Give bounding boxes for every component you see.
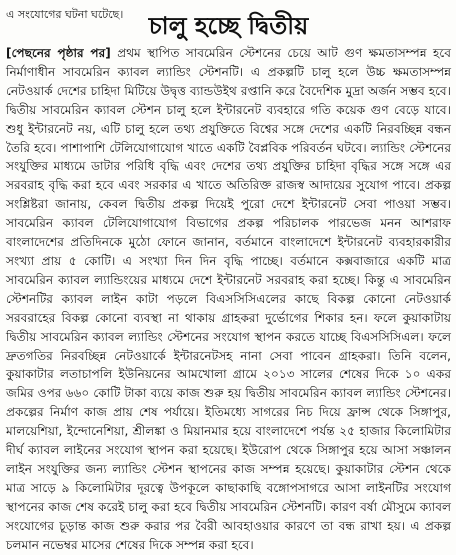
continuation-marker: [পেছনের পৃষ্ঠার পর] xyxy=(6,46,111,60)
article-body-text: প্রথম স্থাপিত সাবমেরিন স্টেশনের চেয়ে আট গুণ ক্ষমতাসম্পন্ন হবে নির্মাণাধীন সাবমেরিন ক্যাবল ল্যান্ডিং স্টেশনটি। এ প্রকল্পটি চালু হলে উচ্চ ক্ষমতাসম্পন্ন নেটওয়ার্ক দেশের চাহিদা মিটিয়ে উদ্বৃত্ত ব্যান্ডউইথ রপ্তানি করে বৈদেশিক মুদ্রা অর্জন সম্ভব হবে। দ্বিতীয় সাবমেরিন ক্যাবল স্টেশন চালু হলে ইন্টারনেট ব্যবহারে গতি কয়েক গুণ বেড়ে যাবে। শুধু ইন্টারনেট নয়, এটি চালু হলে তথ্য প্রযুক্তিতে বিশ্বের সঙ্গে দেশের একটি নিরবচ্ছিন্ন বন্ধন তৈরি হবে। পাশাপাশি টেলিযোগাযোগ খাতে একটি বৈপ্লবিক পরিবর্তন ঘটবে। ল্যান্ডিং স্টেশনের সংযুক্তির মাধ্যমে ডাটার পরিধি বৃদ্ধি এবং দেশের তথ্য প্রযুক্তির চাহিদা বৃদ্ধির সঙ্গে সঙ্গে এর সরবরাহ বৃদ্ধি করা হবে এবং সরকার এ খাতে অতিরিক্ত রাজস্ব আদায়ের সুযোগ পাবে। প্রকল্প সংশ্লিষ্টরা জানায়, কেবল দ্বিতীয় প্রকল্প দিয়েই পুরো দেশে ইন্টারনেট সেবা পাওয়া সম্ভব। সাবমেরিন ক্যাবল টেলিযোগাযোগ বিভাগের প্রকল্প পরিচালক পারভেজ মনন আশরাফ বাংলাদেশের প্রতিদিনকে মুঠো ফোনে জানান, বর্তমানে বাংলাদেশে ইন্টারনেট ব্যবহারকারীর সংখ্যা প্রায় ৫ কোটি। এ সংখ্যা দিন দিন বৃদ্ধি পাচ্ছে। বর্তমানে কক্সবাজারে একটি মাত্র সাবমেরিন ক্যাবল ল্যান্ডিংয়ের মাধ্যমে দেশে ইন্টারনেট সরবরাহ করা হচ্ছে। কিন্তু এ সাবমেরিন স্টেশনটির ক্যাবল লাইন কাটা পড়লে বিএসসিসিএলের কাছে বিকল্প কোনো নেটওয়ার্ক সরবরাহের বিকল্প কোনো ব্যবস্থা না থাকায় গ্রাহকরা দুর্ভোগের শিকার হন। ফলে কুয়াকাটায় দ্বিতীয় সাবমেরিন ক্যাবল ল্যান্ডিং স্টেশনের সংযোগ স্থাপন করতে যাচ্ছে বিএসসিসিএল। ফলে দ্রুতগতির নিরবচ্ছিন্ন নেটওয়ার্কে ইন্টারনেটসহ নানা সেবা পাবেন গ্রাহকরা। তিনি বলেন, কুয়াকাটার লতাচাপলি ইউনিয়নের আমখোলা গ্রামে ২০১৩ সালের শেষের দিকে ১০ একর জমির ওপর ৬৬০ কোটি টাকা ব্যয়ে কাজ শুরু হয় দ্বিতীয় সাবমেরিন ক্যাবল ল্যান্ডিং স্টেশনের। প্রকল্পের নির্মাণ কাজ প্রায় শেষ পর্যায়ে। ইতিমধ্যে সাগরের নিচ দিয়ে ফ্রান্স থেকে সিঙ্গাপুর, মালয়েশিয়া, ইন্দোনেশিয়া, শ্রীলঙ্কা ও মিয়ানমার হয়ে বাংলাদেশে পর্যন্ত ২৫ হাজার কিলোমিটার দীর্ঘ ক্যাবল লাইনের সংযোগ স্থাপন করা হয়েছে। ইউরোপ থেকে সিঙ্গাপুর হয়ে আসা সঞ্চালন লাইন সংযুক্তির জন্য ল্যান্ডিং স্টেশন স্থাপনের কাজ সম্পন্ন হয়েছে। কুয়াকাটার স্টেশন থেকে মাত্র সাড়ে ৯ কিলোমিটার দূরত্বে উপকূলে কাছাকাছি বঙ্গোপসাগরে আসা লাইনটির সংযোগ স্থাপনের কাজ শেষ করেই চালু করা হবে দ্বিতীয় সাবমেরিন স্টেশনটি। কারণ বর্ষা মৌসুমে ক্যাবল সংযোগের চূড়ান্ত কাজ শুরু করার পর বৈরী আবহাওয়ার কারণে তা বন্ধ রাখা হয়। এ প্রকল্প চলমান নভেম্বর মাসের শেষের দিকে সম্পন্ন করা হবে। xyxy=(6,46,451,552)
previous-article-fragment: এ সংযোগের ঘটনা ঘটেছে। xyxy=(6,8,124,21)
headline: চালু হচ্ছে দ্বিতীয় xyxy=(148,11,309,40)
article-body xyxy=(6,44,451,554)
newspaper-clipping xyxy=(0,8,456,555)
